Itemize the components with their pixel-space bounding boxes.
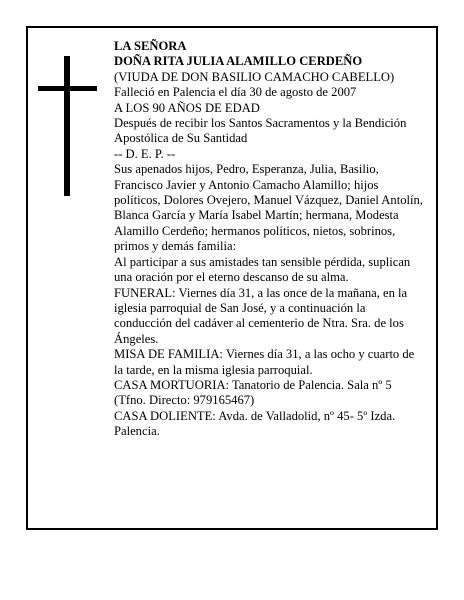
- sacraments-paragraph: Después de recibir los Santos Sacramentos y la Bendición Apostólica de Su Santidad: [114, 116, 407, 146]
- family-paragraph: Sus apenados hijos, Pedro, Esperanza, Julia, Basilio, Francisco Javier y Antonio Camacho Alamillo; hijos políticos, Dolores Ovejero, Manuel Vázquez, Daniel Antolín, Blanca García y María Isabel Martín; hermana, Modesta Alamillo Cerdeño; hermanos políticos, nietos, sobrinos, primos y demás familia:: [114, 162, 423, 254]
- obituary-text: [114, 39, 426, 440]
- mortuary-paragraph: CASA MORTUORIA: Tanatorio de Palencia. Sala nº 5 (Tfno. Directo: 979165467): [114, 377, 392, 408]
- title: LA SEÑORA: [114, 39, 187, 53]
- widow-line: (VIUDA DE DON BASILIO CAMACHO CABELLO): [114, 69, 395, 84]
- home-paragraph: CASA DOLIENTE: Avda. de Valladolid, nº 45- 5º Izda. Palencia.: [114, 408, 396, 439]
- age-line: A LOS 90 AÑOS DE EDAD: [114, 100, 260, 115]
- death-line: Falleció en Palencia el día 30 de agosto de 2007: [114, 85, 357, 100]
- funeral-paragraph: FUNERAL: Viernes día 31, a las once de la mañana, en la iglesia parroquial de San José, y a continuación la conducción del cadáver al cementerio de Ntra. Sra. de los Ángeles.: [114, 285, 408, 346]
- cross-icon-bar: [38, 86, 97, 91]
- rip-line: -- D. E. P. --: [114, 146, 176, 161]
- request-paragraph: Al participar a sus amistades tan sensible pérdida, suplican una oración por el eterno descanso de su alma.: [114, 254, 411, 285]
- cross-icon: [64, 56, 70, 196]
- mass-paragraph: MISA DE FAMILIA: Viernes día 31, a las ocho y cuarto de la tarde, en la misma iglesia parroquial.: [114, 347, 415, 377]
- deceased-name: DOÑA RITA JULIA ALAMILLO CERDEÑO: [114, 54, 363, 69]
